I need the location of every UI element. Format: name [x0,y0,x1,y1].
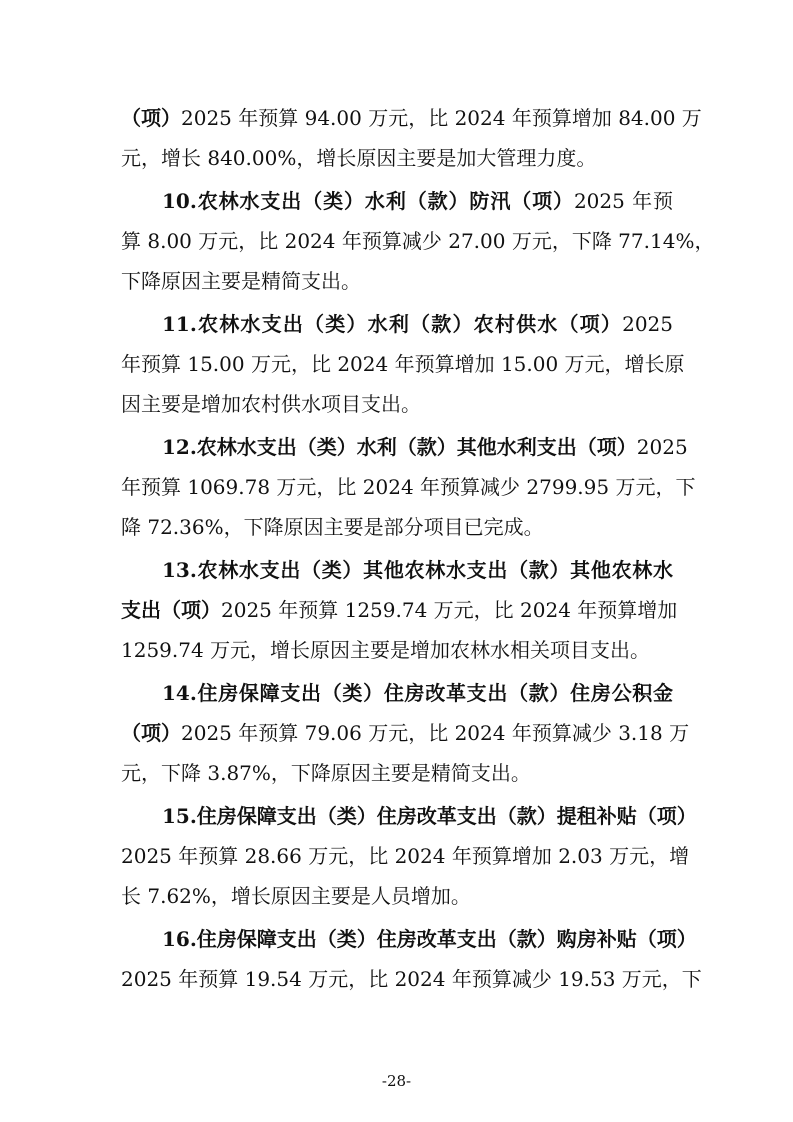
page-number: -28- [381,1072,412,1090]
paragraph-line: 因主要是增加农村供水项目支出。 [121,392,421,416]
paragraph-line: 2025 年预算 28.66 万元，比 2024 年预算增加 2.03 万元，增 [121,844,690,868]
paragraph-line: 元，增长 840.00%，增长原因主要是加大管理力度。 [121,146,597,170]
line-text: 2025 [636,435,688,459]
item-heading: 11.农林水支出（类）水利（款）农村供水（项） [162,312,623,336]
paragraph-line [162,433,688,461]
paragraph-line [121,104,702,132]
item-heading: 13.农林水支出（类）其他农林水支出（款）其他农林水 [162,558,673,582]
line-text: 2025 年预算 94.00 万元，比 2024 年预算增加 84.00 万 [181,106,702,130]
heading-tail: （项） [121,106,181,130]
paragraph-line: 下降原因主要是精简支出。 [121,269,361,293]
paragraph-line [162,187,673,215]
paragraph-line: 降 72.36%，下降原因主要是部分项目已完成。 [121,515,544,539]
item-heading: 10.农林水支出（类）水利（款）防汛（项） [162,189,574,213]
paragraph-line: 长 7.62%，增长原因主要是人员增加。 [121,884,471,908]
item-heading: 14.住房保障支出（类）住房改革支出（款）住房公积金 [162,681,673,705]
paragraph-line: 年预算 15.00 万元，比 2024 年预算增加 15.00 万元，增长原 [121,352,685,376]
paragraph-line [121,719,690,747]
paragraph-line: 2025 年预算 19.54 万元，比 2024 年预算减少 19.53 万元，下 [121,967,702,991]
item-heading: 15.住房保障支出（类）住房改革支出（款）提租补贴（项） [162,804,697,828]
item-heading: 16.住房保障支出（类）住房改革支出（款）购房补贴（项） [162,927,697,951]
heading-tail: 支出（项） [121,598,221,622]
paragraph-line: 年预算 1069.78 万元，比 2024 年预算减少 2799.95 万元，下 [121,475,696,499]
paragraph-line: 算 8.00 万元，比 2024 年预算减少 27.00 万元，下降 77.14%， [121,229,715,253]
heading-tail: （项） [121,721,181,745]
line-text: 2025 年预 [573,189,673,213]
paragraph-line [121,596,678,624]
paragraph-line [162,310,673,338]
line-text: 2025 年预算 79.06 万元，比 2024 年预算减少 3.18 万 [181,721,690,745]
paragraph-line: 1259.74 万元，增长原因主要是增加农林水相关项目支出。 [121,638,651,662]
item-heading: 12.农林水支出（类）水利（款）其他水利支出（项） [162,435,637,459]
line-text: 2025 年预算 1259.74 万元，比 2024 年预算增加 [221,598,678,622]
line-text: 2025 [622,312,673,336]
paragraph-line: 元，下降 3.87%，下降原因主要是精简支出。 [121,761,531,785]
